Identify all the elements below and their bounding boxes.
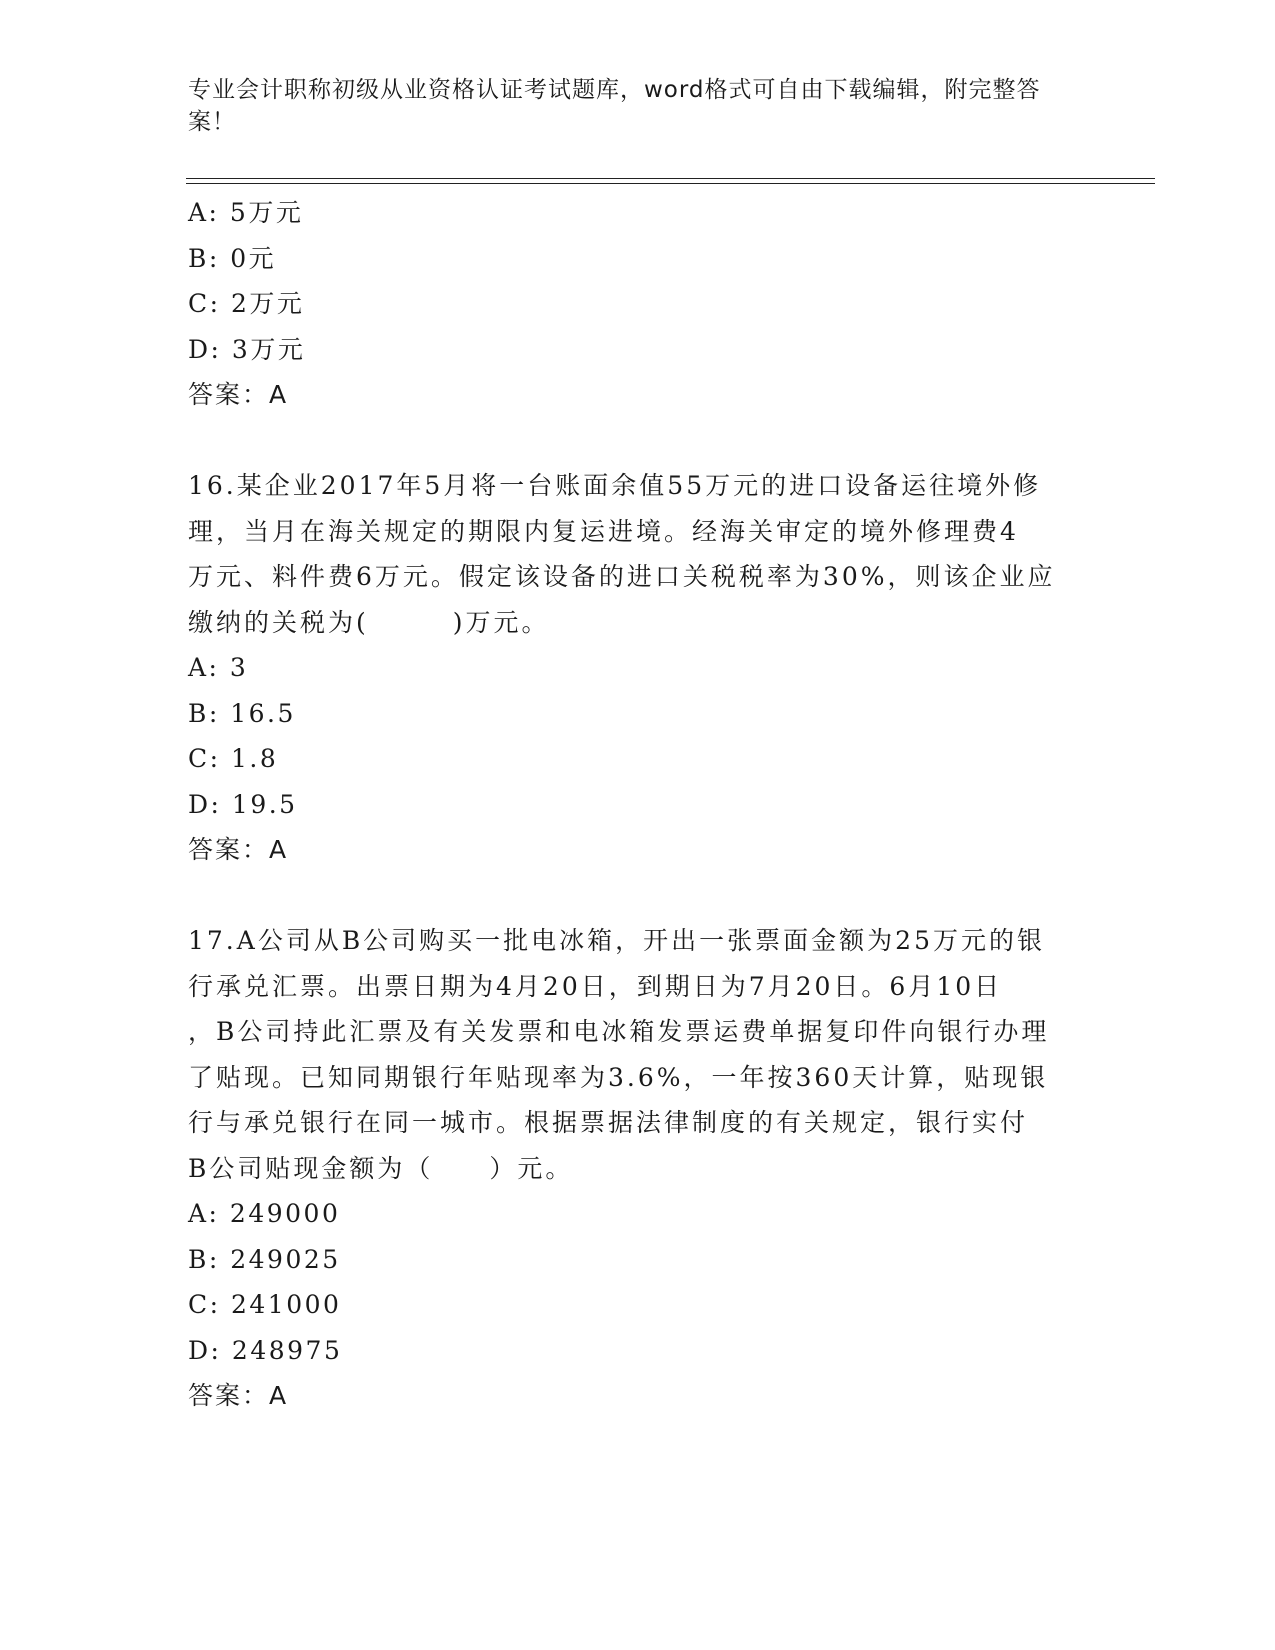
header-rule-bottom — [186, 183, 1155, 184]
question-stem-line: 17.A公司从B公司购买一批电冰箱，开出一张票面金额为25万元的银 — [188, 926, 1045, 955]
option-b: B: 249025 — [188, 1244, 341, 1274]
option-d: D: 3万元 — [188, 334, 306, 364]
question-stem-line: ，B公司持此汇票及有关发票和电冰箱发票运费单据复印件向银行办理 — [188, 1017, 1050, 1046]
page-header: 专业会计职称初级从业资格认证考试题库，word格式可自由下载编辑，附完整答案！ — [188, 77, 1041, 135]
option-a: A: 3 — [188, 653, 249, 682]
question-stem-line: 16.某企业2017年5月将一台账面余值55万元的进口设备运往境外修 — [188, 471, 1042, 500]
option-c: C: 1.8 — [188, 744, 279, 773]
question-stem-line: 行承兑汇票。出票日期为4月20日，到期日为7月20日。6月10日 — [188, 971, 1003, 1001]
option-c: C: 2万元 — [188, 289, 305, 318]
question-stem-line: 万元、料件费6万元。假定该设备的进口关税税率为30%，则该企业应 — [188, 562, 1056, 591]
option-d: D: 248975 — [188, 1335, 343, 1365]
option-c: C: 241000 — [188, 1290, 342, 1319]
question-stem-line: B公司贴现金额为（ ）元。 — [188, 1153, 574, 1183]
question-17 — [188, 918, 1078, 1419]
question-stem-line: 行与承兑银行在同一城市。根据票据法律制度的有关规定，银行实付 — [188, 1108, 1029, 1137]
option-b: B: 0元 — [188, 243, 277, 273]
header-rule-top — [186, 178, 1155, 179]
option-a: A: 5万元 — [188, 198, 304, 227]
question-16 — [188, 463, 1078, 873]
question-stem-line: 理，当月在海关规定的期限内复运进境。经海关审定的境外修理费4 — [188, 516, 1019, 546]
option-b: B: 16.5 — [188, 698, 296, 728]
question-stem-line: 了贴现。已知同期银行年贴现率为3.6%，一年按360天计算，贴现银 — [188, 1062, 1049, 1092]
question-content — [188, 190, 1078, 1419]
question-15-options — [188, 190, 1078, 418]
question-stem-line: 缴纳的关税为( )万元。 — [188, 607, 550, 637]
option-a: A: 249000 — [188, 1199, 341, 1228]
spacer — [188, 418, 1078, 464]
option-d: D: 19.5 — [188, 789, 298, 819]
answer-label: 答案：A — [188, 1381, 289, 1410]
spacer — [188, 873, 1078, 919]
answer-label: 答案：A — [188, 380, 289, 409]
answer-label: 答案：A — [188, 835, 289, 864]
